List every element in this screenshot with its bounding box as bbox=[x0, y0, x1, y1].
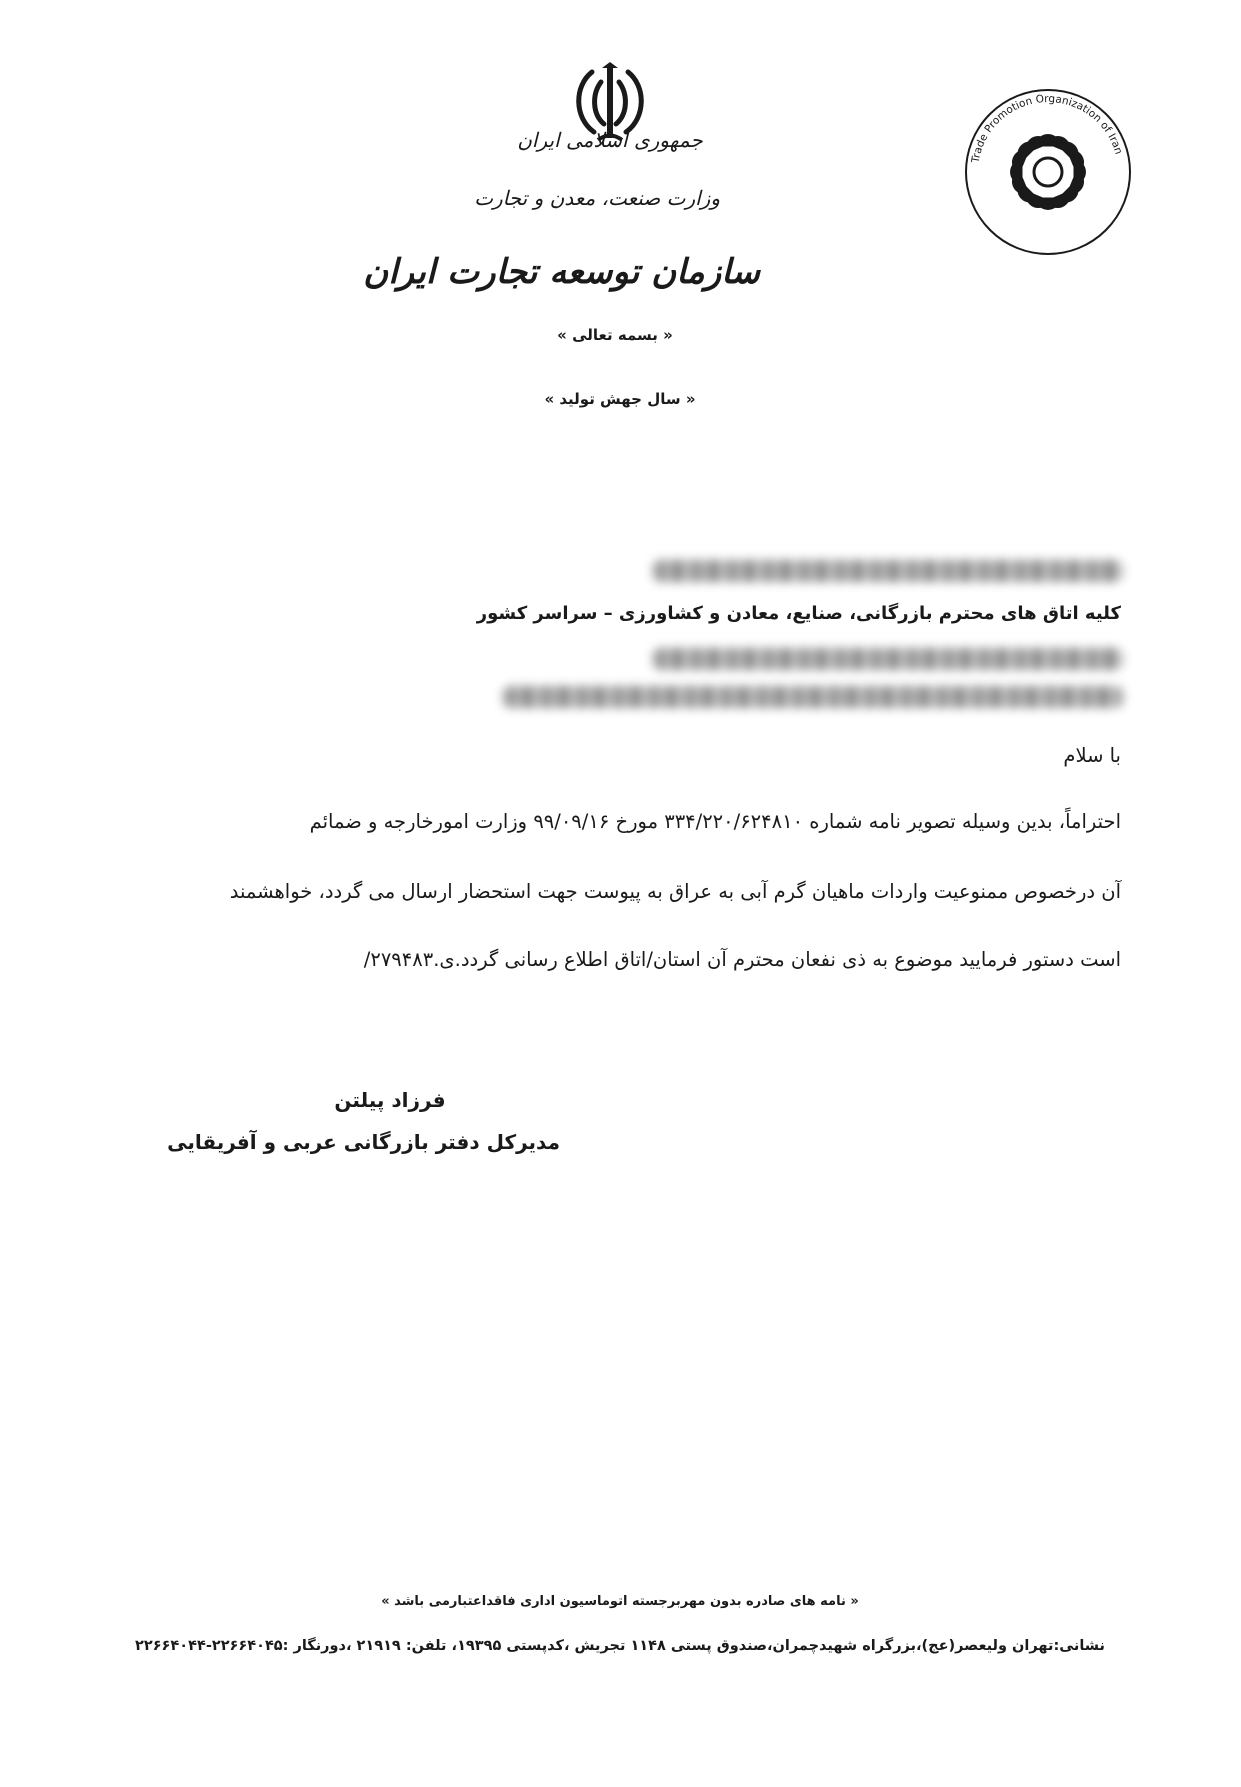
bismillah-line: « بسمه تعالی » bbox=[557, 326, 673, 344]
svg-text:Trade Promotion Organization o: Trade Promotion Organization of Iran bbox=[969, 92, 1125, 164]
footer-note: « نامه های صادره بدون مهربرجسته اتوماسیون اداری فاقداعتبارمی باشد » bbox=[381, 1594, 859, 1609]
organization-title: سازمان توسعه تجارت ایران bbox=[363, 252, 760, 292]
signer-title: مدیرکل دفتر بازرگانی عربی و آفریقایی bbox=[167, 1130, 560, 1154]
redacted-recipient-line bbox=[653, 648, 1123, 670]
footer-address: نشانی:تهران ولیعصر(عج)،بزرگراه شهیدچمران،صندوق پستی ۱۱۴۸ تجریش ،کدپستی ۱۹۳۹۵، تلفن: ۲۱۹۱۹ ،دورنگار :۲۲۶۶۴۰۴۵-۲۲۶۶۴۰۴۴ bbox=[135, 1638, 1105, 1654]
redacted-recipient-line bbox=[653, 560, 1123, 582]
body-line-3: است دستور فرمایید موضوع به ذی نفعان محترم آن استان/اتاق اطلاع رسانی گردد.ی.۲۷۹۴۸۳/ bbox=[363, 948, 1121, 971]
organization-seal-logo bbox=[962, 86, 1134, 258]
body-line-1: احتراماً، بدین وسیله تصویر نامه شماره ۳۳۴/۲۲۰/۶۲۴۸۱۰ مورخ ۹۹/۰۹/۱۶ وزارت امورخارجه و ضمائم bbox=[309, 810, 1121, 833]
body-line-2: آن درخصوص ممنوعیت واردات ماهیان گرم آبی به عراق به پیوست جهت استحضار ارسال می گردد، خواهشمند bbox=[229, 880, 1121, 903]
year-motto: « سال جهش تولید » bbox=[544, 390, 696, 408]
recipient-chambers: کلیه اتاق های محترم بازرگانی، صنایع، معادن و کشاورزی – سراسر کشور bbox=[476, 603, 1121, 624]
republic-title: جمهوری اسلامی ایران bbox=[517, 128, 703, 152]
redacted-recipient-line bbox=[503, 686, 1123, 708]
greeting: با سلام bbox=[1063, 744, 1121, 767]
signer-name: فرزاد پیلتن bbox=[334, 1088, 446, 1112]
ministry-title: وزارت صنعت، معدن و تجارت bbox=[474, 186, 720, 210]
